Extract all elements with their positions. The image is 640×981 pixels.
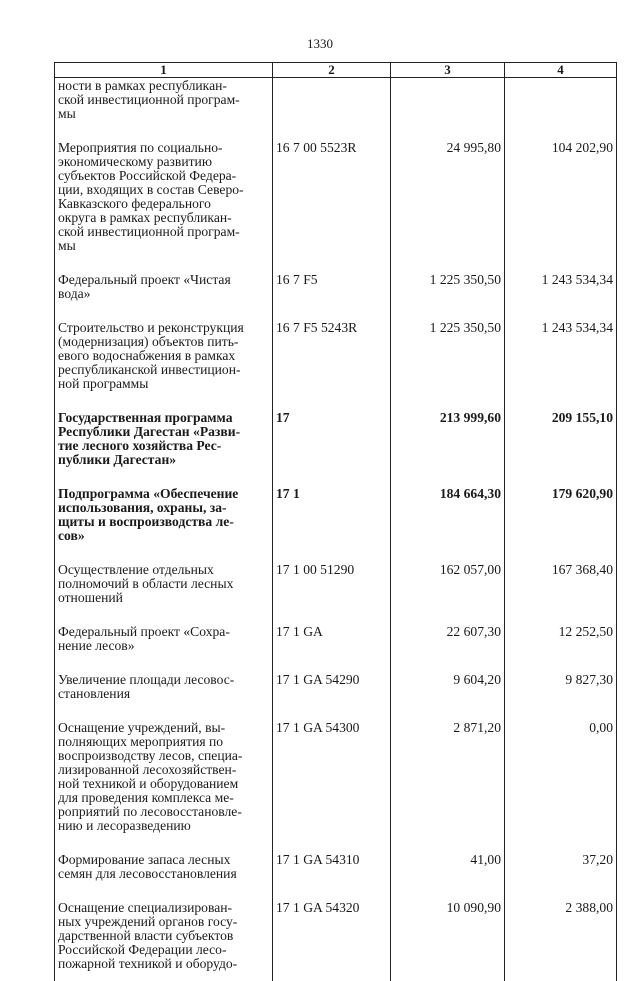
table-row xyxy=(55,625,617,673)
row-name: Формирование запаса лесных семян для лесовосстановления xyxy=(55,853,273,901)
row-name: Федеральный проект «Чистая вода» xyxy=(55,273,273,321)
table-row xyxy=(55,141,617,273)
row-code xyxy=(273,78,391,142)
row-name: Мероприятия по социально- экономическому развитию субъектов Российской Федера- ции, входящих в состав Северо- Кавказского федерального округа в рамках республикан- ской инвестиционной програм- мы xyxy=(55,141,273,273)
row-value-4: 104 202,90 xyxy=(505,141,617,273)
row-code: 16 7 F5 xyxy=(273,273,391,321)
row-value-3: 41,00 xyxy=(391,853,505,901)
row-name: Оснащение учреждений, вы- полняющих мероприятия по воспроизводству лесов, специа- лизированной лесохозяйствен- ной техникой и оборудованием для проведения комплекса ме- роприятий по лесовосстановле- нию и лесоразведению xyxy=(55,721,273,853)
row-value-3: 9 604,20 xyxy=(391,673,505,721)
row-code: 17 1 xyxy=(273,487,391,563)
row-name: Оснащение специализирован- ных учреждений органов госу- дарственной власти субъектов Российской Федерации лесо- пожарной техникой и оборудо- xyxy=(55,901,273,981)
column-header-4: 4 xyxy=(505,63,617,78)
row-value-4: 209 155,10 xyxy=(505,411,617,487)
table-row xyxy=(55,853,617,901)
row-value-3: 2 871,20 xyxy=(391,721,505,853)
row-name: ности в рамках республикан- ской инвестиционной програм- мы xyxy=(55,78,273,142)
table-row xyxy=(55,901,617,981)
table-body xyxy=(55,78,617,981)
table-row xyxy=(55,673,617,721)
row-code: 17 1 GA 54290 xyxy=(273,673,391,721)
column-header-3: 3 xyxy=(391,63,505,78)
row-code: 17 1 00 51290 xyxy=(273,563,391,625)
row-value-4: 0,00 xyxy=(505,721,617,853)
row-value-4: 1 243 534,34 xyxy=(505,321,617,411)
row-name: Увеличение площади лесовос- становления xyxy=(55,673,273,721)
row-name: Осуществление отдельных полномочий в области лесных отношений xyxy=(55,563,273,625)
table-row xyxy=(55,563,617,625)
row-value-3: 10 090,90 xyxy=(391,901,505,981)
row-code: 16 7 00 5523R xyxy=(273,141,391,273)
budget-table xyxy=(54,62,617,981)
row-name: Федеральный проект «Сохра- нение лесов» xyxy=(55,625,273,673)
table-row xyxy=(55,411,617,487)
row-value-4: 37,20 xyxy=(505,853,617,901)
row-value-3: 162 057,00 xyxy=(391,563,505,625)
column-header-2: 2 xyxy=(273,63,391,78)
table-row xyxy=(55,273,617,321)
row-value-4: 9 827,30 xyxy=(505,673,617,721)
row-name: Подпрограмма «Обеспечение использования, охраны, за- щиты и воспроизводства ле- сов» xyxy=(55,487,273,563)
table-row xyxy=(55,721,617,853)
row-value-3: 184 664,30 xyxy=(391,487,505,563)
row-value-3: 1 225 350,50 xyxy=(391,321,505,411)
table-row xyxy=(55,78,617,142)
row-code: 17 1 GA 54320 xyxy=(273,901,391,981)
row-code: 17 1 GA xyxy=(273,625,391,673)
row-value-3: 1 225 350,50 xyxy=(391,273,505,321)
row-value-4: 179 620,90 xyxy=(505,487,617,563)
row-name: Строительство и реконструкция (модернизация) объектов пить- евого водоснабжения в рамках республиканской инвестицион- ной программы xyxy=(55,321,273,411)
row-value-4 xyxy=(505,78,617,142)
row-value-3: 24 995,80 xyxy=(391,141,505,273)
table-header xyxy=(55,63,617,78)
row-value-4: 167 368,40 xyxy=(505,563,617,625)
page-number: 1330 xyxy=(0,36,640,52)
row-value-3 xyxy=(391,78,505,142)
row-value-3: 213 999,60 xyxy=(391,411,505,487)
row-value-4: 12 252,50 xyxy=(505,625,617,673)
row-code: 16 7 F5 5243R xyxy=(273,321,391,411)
table-row xyxy=(55,487,617,563)
column-header-1: 1 xyxy=(55,63,273,78)
row-value-4: 2 388,00 xyxy=(505,901,617,981)
row-code: 17 1 GA 54310 xyxy=(273,853,391,901)
row-value-4: 1 243 534,34 xyxy=(505,273,617,321)
row-value-3: 22 607,30 xyxy=(391,625,505,673)
row-name: Государственная программа Республики Дагестан «Разви- тие лесного хозяйства Рес- публики Дагестан» xyxy=(55,411,273,487)
row-code: 17 xyxy=(273,411,391,487)
table-row xyxy=(55,321,617,411)
row-code: 17 1 GA 54300 xyxy=(273,721,391,853)
